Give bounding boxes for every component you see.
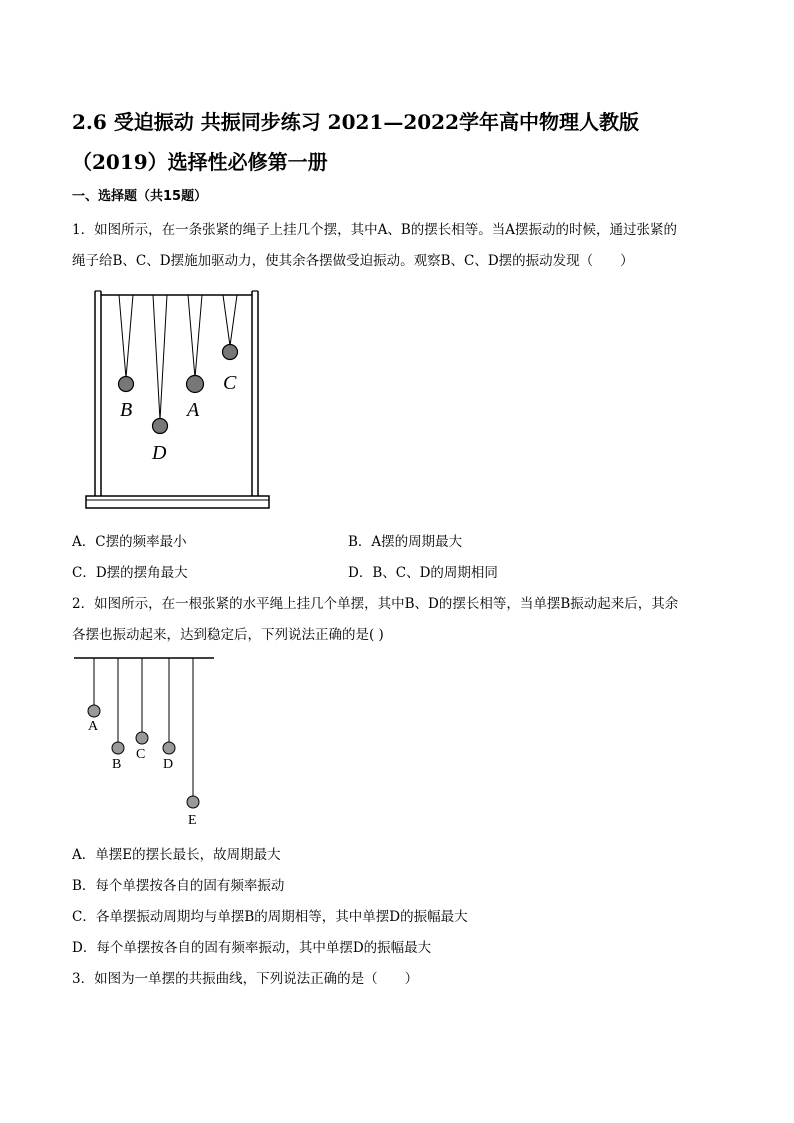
q1-option-c[interactable]: C．D摆的摆角最大: [72, 565, 188, 581]
pendulum-b-bob: [119, 377, 134, 392]
q2-option-b[interactable]: B．每个单摆按各自的固有频率振动: [72, 878, 285, 894]
q1-text-line1: 1．如图所示，在一条张紧的绳子上挂几个摆，其中A、B的摆长相等。当A摆振动的时候，通过张紧的: [72, 222, 678, 238]
label-c: C: [223, 372, 237, 394]
q1-text-line2: 绳子给B、C、D摆施加驱动力，使其余各摆做受迫振动。观察B、C、D摆的振动发现（ ）: [72, 253, 634, 269]
label-d: D: [163, 757, 174, 772]
pendulum-c-bob: [223, 345, 238, 360]
pendulum-b-bob: [112, 742, 124, 754]
q2-text-line1: 2．如图所示，在一根张紧的水平绳上挂几个单摆，其中B、D的摆长相等，当单摆B振动起来后，其余: [72, 596, 679, 612]
pendulum-d-bob: [163, 742, 175, 754]
q2-option-d[interactable]: D．每个单摆按各自的固有频率振动，其中单摆D的振幅最大: [72, 940, 432, 956]
label-b: B: [112, 757, 122, 772]
label-d: D: [152, 442, 167, 464]
pendulum-e-bob: [187, 796, 199, 808]
q2-option-a[interactable]: A．单摆E的摆长最长，故周期最大: [72, 847, 281, 863]
pendulum-d-bob: [153, 419, 168, 434]
document-title-line2: （2019）选择性必修第一册: [72, 150, 328, 174]
q2-option-c[interactable]: C．各单摆振动周期均与单摆B的周期相等，其中单摆D的振幅最大: [72, 909, 468, 925]
q1-option-a[interactable]: A．C摆的频率最小: [72, 534, 187, 550]
pendulum-a-bob: [88, 705, 100, 717]
label-b: B: [120, 399, 133, 421]
label-a: A: [88, 719, 99, 734]
q3-text-line1: 3．如图为一单摆的共振曲线，下列说法正确的是（ ）: [72, 971, 419, 987]
pendulum-c-bob: [136, 732, 148, 744]
q1-option-b[interactable]: B．A摆的周期最大: [348, 534, 463, 550]
label-e: E: [188, 813, 197, 828]
section-heading: 一、选择题（共15题）: [72, 189, 208, 204]
q1-option-d[interactable]: D．B、C、D的周期相同: [348, 565, 498, 581]
label-c: C: [136, 747, 146, 762]
q2-pendulum-figure: [72, 652, 222, 832]
q1-pendulum-figure: [84, 286, 274, 511]
pendulum-a-bob: [187, 376, 204, 393]
q2-text-line2: 各摆也振动起来，达到稳定后，下列说法正确的是( ): [72, 627, 384, 643]
document-title-line1: 2.6 受迫振动 共振同步练习 2021—2022学年高中物理人教版: [72, 110, 640, 134]
label-a: A: [187, 399, 200, 421]
